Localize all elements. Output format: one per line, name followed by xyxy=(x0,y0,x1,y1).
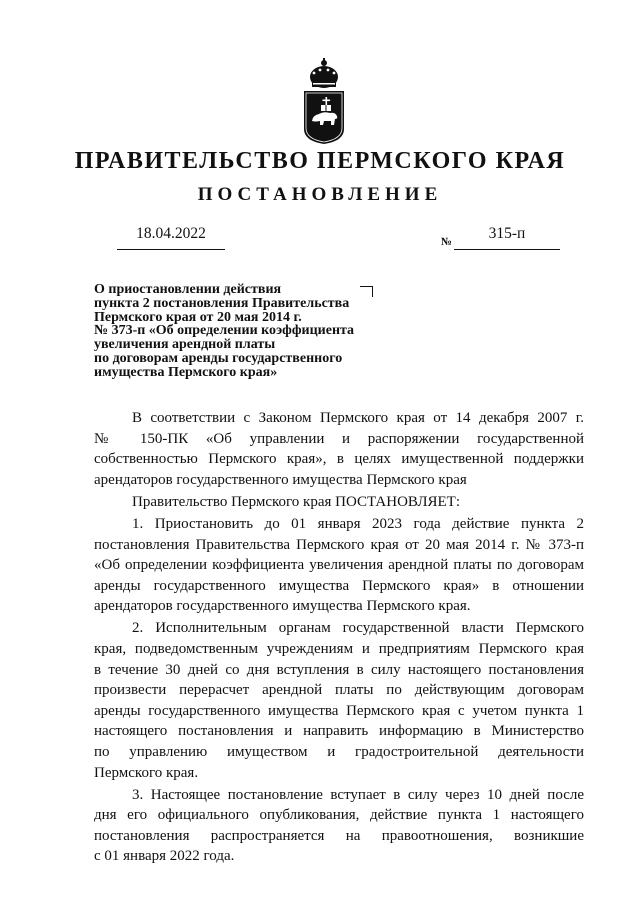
document-body xyxy=(94,408,584,867)
document-subject xyxy=(94,283,384,380)
subject-line: по договорам аренды государственного xyxy=(94,350,343,366)
subject-line: имущества Пермского края» xyxy=(94,364,278,380)
government-title: ПРАВИТЕЛЬСТВО ПЕРМСКОГО КРАЯ xyxy=(74,148,566,174)
paragraph-item-1 xyxy=(94,514,584,617)
text-line: Пермского края. xyxy=(94,764,199,781)
text-line: с 01 января 2022 года. xyxy=(94,848,235,865)
text-line: по управлению имуществом и градостроительной деятельности xyxy=(94,744,584,760)
number-sign: № xyxy=(441,236,453,248)
text-line: Правительство Пермского края ПОСТАНОВЛЯЕТ: xyxy=(132,493,461,510)
text-line: 3. Настоящее постановление вступает в силу через 10 дней после xyxy=(132,786,584,803)
text-line: настоящего постановления и направить информацию в Министерство xyxy=(94,723,584,740)
subject-line: № 373-п «Об определении коэффициента xyxy=(94,323,355,339)
paragraph-item-3 xyxy=(94,785,584,867)
text-line: В соответствии с Законом Пермского края от 14 декабря 2007 г. xyxy=(132,410,584,426)
text-line: «Об определении коэффициента увеличения арендной платы по договорам xyxy=(94,557,584,574)
paragraph-legal-basis xyxy=(94,408,584,490)
text-line: произвести перерасчет арендной платы по действующим договорам xyxy=(94,682,584,699)
paragraph-resolves xyxy=(94,492,584,513)
text-line: № 150-ПК «Об управлении и распоряжении государственной xyxy=(94,430,584,447)
paragraph-item-2 xyxy=(94,618,584,783)
text-line: дня его официального опубликования, действие пункта 1 настоящего xyxy=(94,807,584,824)
text-line: постановления распространяется на правоотношения, возникшие xyxy=(94,827,584,844)
document-type: ПОСТАНОВЛЕНИЕ xyxy=(197,184,443,205)
text-line: аренды государственного имущества Пермского края» в отношении xyxy=(94,577,584,594)
text-line: арендаторов государственного имущества Пермского края. xyxy=(94,598,471,615)
text-line: постановления Правительства Пермского края от 20 мая 2014 г. № 373-п xyxy=(94,536,584,553)
date-field xyxy=(117,225,225,250)
coat-of-arms-icon xyxy=(300,55,348,145)
text-line: 2. Исполнительным органам государственной власти Пермского xyxy=(132,620,584,637)
subject-line: Пермского края от 20 мая 2014 г. xyxy=(94,309,302,325)
subject-line: увеличения арендной платы xyxy=(94,337,276,353)
document-number: 315-п xyxy=(488,225,526,242)
subject-line: пункта 2 постановления Правительства xyxy=(94,295,350,311)
subject-line: О приостановлении действия xyxy=(94,282,282,297)
text-line: аренды государственного имущества Пермского края с учетом пункта 1 xyxy=(94,702,584,719)
text-line: края, подведомственным учреждениям и предприятиям Пермского края xyxy=(94,641,584,658)
number-field xyxy=(454,225,560,250)
text-line: арендаторов государственного имущества Пермского края xyxy=(94,471,467,488)
document-date: 18.04.2022 xyxy=(136,225,206,242)
text-line: 1. Приостановить до 01 января 2023 года действие пункта 2 xyxy=(132,515,584,532)
text-line: собственностью Пермского края», в целях имущественной поддержки xyxy=(94,451,584,468)
text-line: в течение 30 дней со дня вступления в силу настоящего постановления xyxy=(94,661,584,678)
